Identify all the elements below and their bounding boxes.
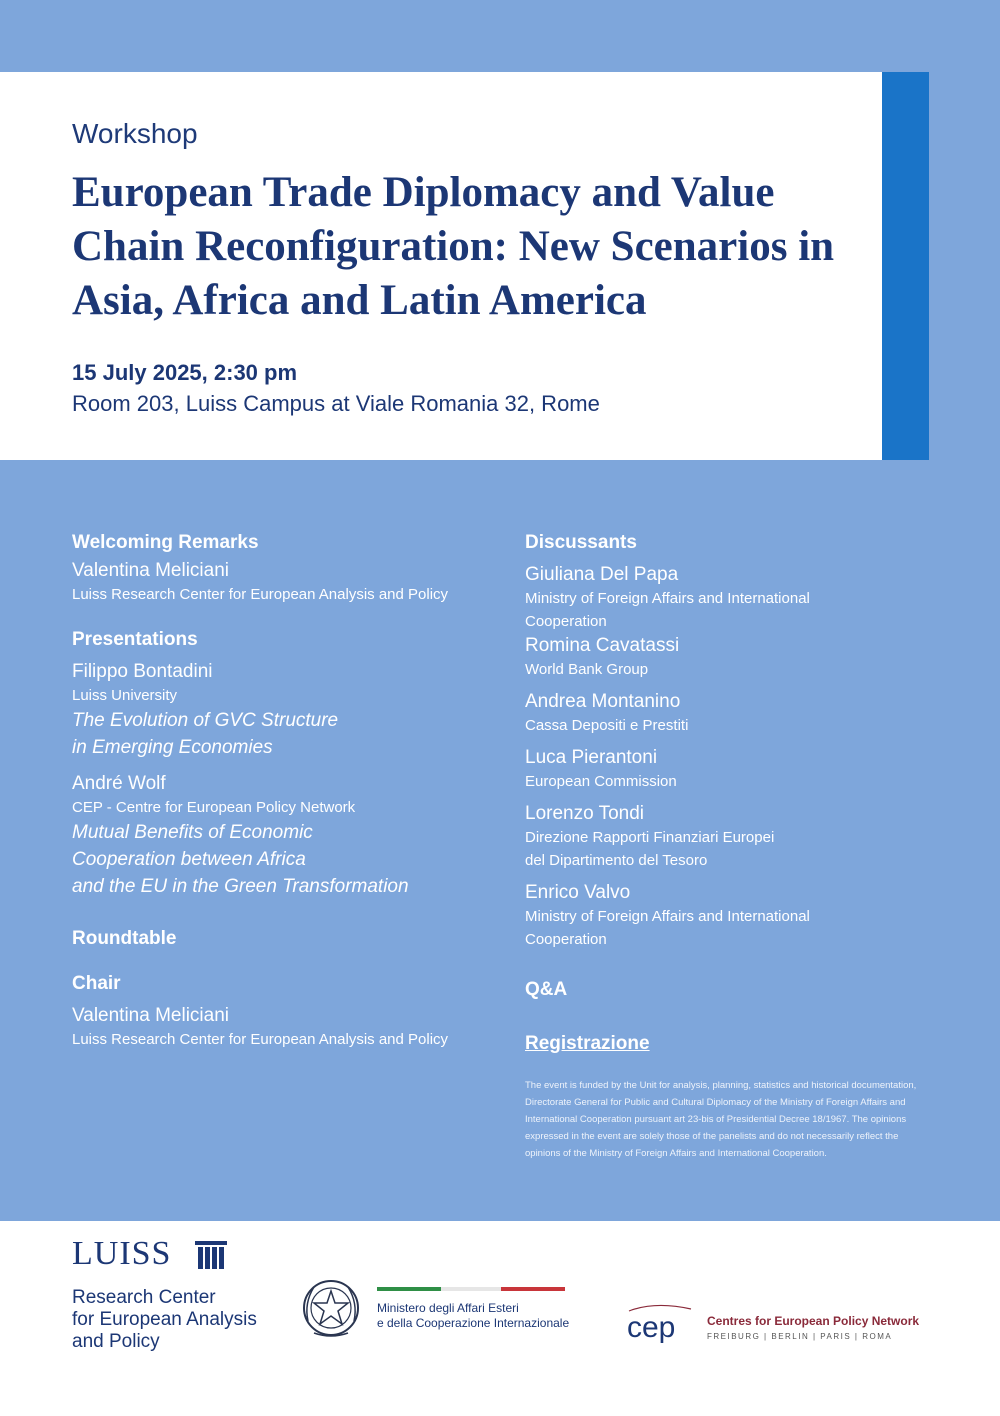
presentations-heading: Presentations [72,629,198,650]
chair-name: Valentina Meliciani [72,1005,230,1026]
cep-cities: FREIBURG | BERLIN | PARIS | ROMA [707,1332,893,1341]
discussant-name: Lorenzo Tondi [525,803,645,824]
chair-heading: Chair [72,973,121,994]
registration-link[interactable]: Registrazione [525,1033,650,1054]
talk-title-line: and the EU in the Green Transformation [72,876,409,897]
luiss-sub-line: Research Center [72,1287,216,1308]
talk-title-line: Mutual Benefits of Economic [72,822,313,843]
program-left-column [72,530,502,1051]
event-title: European Trade Diplomacy and Value Chain Reconfiguration: New Scenarios in Asia, Africa and Latin America [72,169,835,324]
discussant-affiliation: European Commission [525,773,677,790]
cep-logo-icon [625,1303,697,1345]
discussant-item [525,562,925,633]
discussant-affiliation: Cassa Depositi e Prestiti [525,717,689,734]
discussants-heading: Discussants [525,532,637,553]
luiss-wordmark: LUISS [72,1235,172,1272]
presenter-affiliation: CEP - Centre for European Policy Network [72,799,356,816]
mae-name [377,1301,569,1331]
chair-affiliation: Luiss Research Center for European Analysis and Policy [72,1031,449,1048]
discussant-name: Enrico Valvo [525,882,631,903]
flag-green [377,1287,441,1291]
welcoming-affiliation: Luiss Research Center for European Analysis and Policy [72,586,449,603]
cep-network-name: Centres for European Policy Network [707,1314,920,1328]
discussant-name: Giuliana Del Papa [525,564,679,585]
discussant-item [525,880,925,951]
discussant-affiliation: Ministry of Foreign Affairs and International [525,908,810,925]
funding-disclaimer: The event is funded by the Unit for analysis, planning, statistics and historical documentation, Directorate General for Public and Cultural Diplomacy of the Ministry of Foreign Affairs and International Cooperation pursuant art 23-bis of Presidential Decree 18/1967. The opinions expressed in the event are solely those of the panelists and do not necessarily reflect the opinions of the Ministry of Foreign Affairs and International Cooperation. [525,1080,917,1159]
discussant-item [525,689,925,737]
chair-section [72,971,502,1051]
qa-heading: Q&A [525,979,568,1000]
presentation-item [72,659,502,761]
talk-title-line: Cooperation between Africa [72,849,306,870]
talk-title-line: The Evolution of GVC Structure [72,710,339,731]
discussant-affiliation: Ministry of Foreign Affairs and International [525,590,810,607]
luiss-sub-line: for European Analysis [72,1309,257,1330]
discussant-item [525,633,925,681]
roundtable-heading: Roundtable [72,928,177,949]
event-type: Workshop [72,118,198,149]
flag-red [501,1287,565,1291]
discussant-affiliation: Cooperation [525,613,607,630]
top-band [0,0,1000,72]
luiss-sub-line: and Policy [72,1331,160,1352]
presenter-affiliation: Luiss University [72,687,178,704]
discussant-name: Andrea Montanino [525,691,681,712]
presenter-name: Filippo Bontadini [72,661,213,682]
welcoming-section [72,530,502,606]
presenter-name: André Wolf [72,773,166,794]
discussant-affiliation: Direzione Rapporti Finanziari Europei [525,829,775,846]
welcoming-speaker: Valentina Meliciani [72,560,230,581]
discussant-item [525,801,925,872]
italian-flag-stripe [377,1287,565,1291]
discussant-item [525,745,925,793]
welcoming-heading: Welcoming Remarks [72,532,259,553]
footer-logos [0,1221,1000,1416]
event-venue: Room 203, Luiss Campus at Viale Romania 32, Rome [72,391,600,416]
luiss-research-center [72,1287,272,1353]
discussant-name: Luca Pierantoni [525,747,658,768]
talk-title-line: in Emerging Economies [72,737,273,758]
discussant-affiliation: del Dipartimento del Tesoro [525,852,708,869]
mae-line: Ministero degli Affari Esteri [377,1301,519,1315]
flag-white [441,1287,501,1291]
italian-republic-emblem-icon [300,1273,362,1343]
presentations-section [72,627,502,900]
event-date: 15 July 2025, 2:30 pm [72,360,298,385]
discussant-name: Romina Cavatassi [525,635,680,656]
presentation-item [72,771,502,900]
header-accent-bar [882,72,929,460]
discussant-affiliation: Cooperation [525,931,607,948]
discussant-affiliation: World Bank Group [525,661,649,678]
cep-logo-text: cep [627,1311,676,1344]
program-right-column [525,530,925,1162]
luiss-columns-icon [195,1241,227,1271]
mae-line: e della Cooperazione Internazionale [377,1316,570,1330]
